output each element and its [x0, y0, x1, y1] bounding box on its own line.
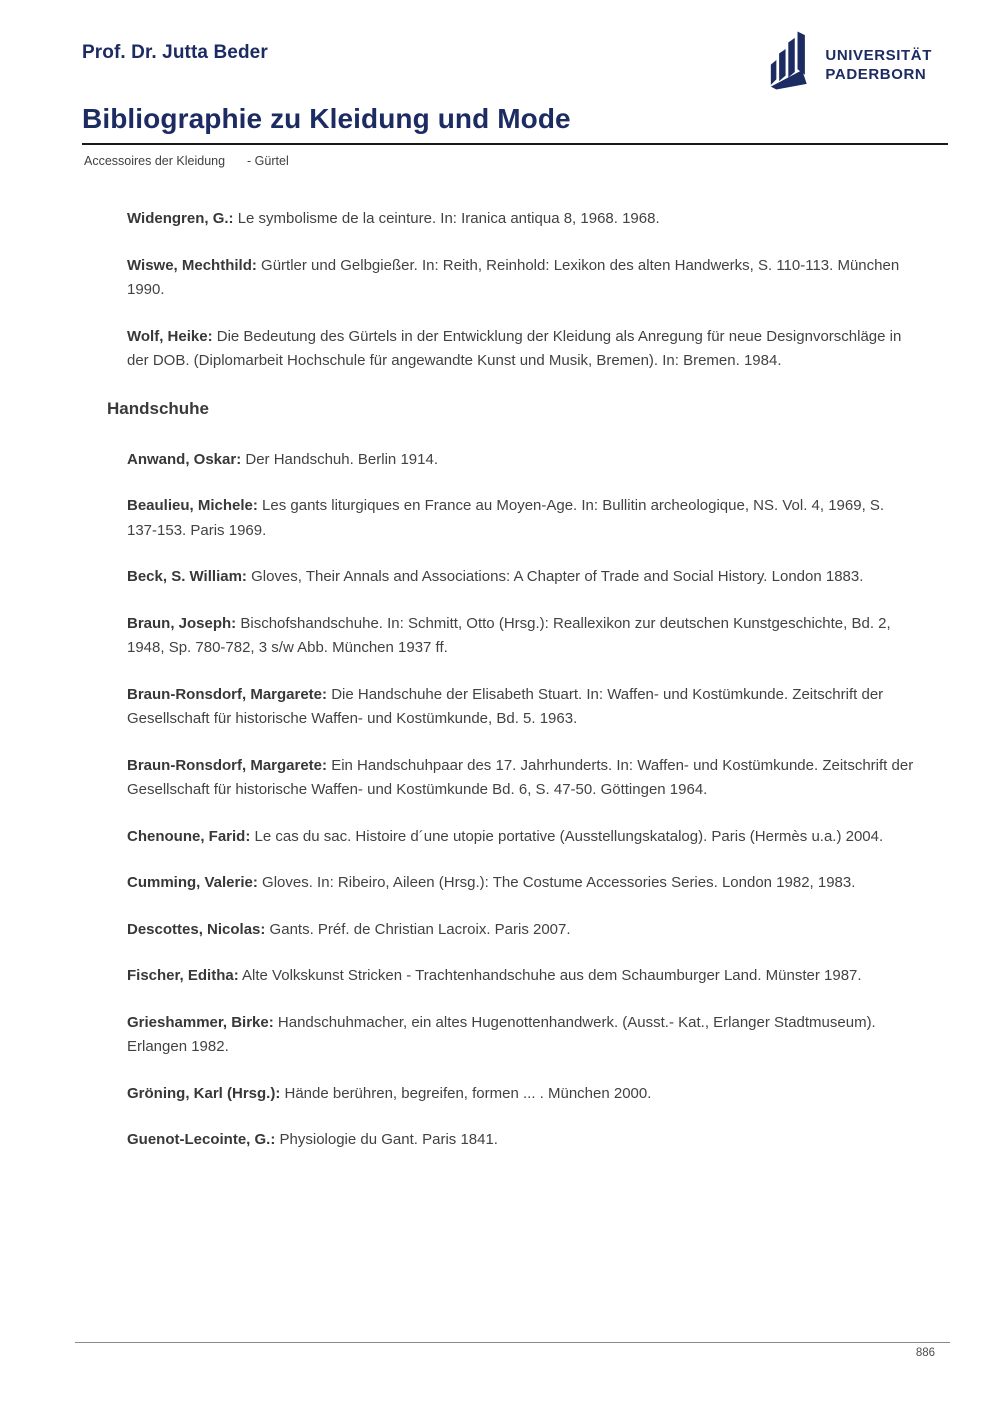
- entry-text: Gürtler und Gelbgießer. In: Reith, Reinhold: Lexikon des alten Handwerks, S. 110-113. München 1990.: [127, 256, 900, 298]
- bibliography-entry: [127, 494, 917, 543]
- entry-text: Le cas du sac. Histoire d´une utopie portative (Ausstellungskatalog). Paris (Hermès u.a.) 2004.: [250, 827, 884, 845]
- entry-text: Der Handschuh. Berlin 1914.: [241, 450, 438, 468]
- entry-author: Cumming, Valerie:: [127, 874, 258, 891]
- entry-author: Gröning, Karl (Hrsg.):: [127, 1084, 281, 1102]
- entry-author: Beck, S. William:: [127, 568, 247, 585]
- page-header: [0, 0, 1000, 90]
- bibliography-entry: [127, 254, 917, 303]
- bibliography-entry: [127, 448, 917, 473]
- bibliography-entry: [127, 754, 917, 803]
- entry-author: Braun-Ronsdorf, Margarete:: [127, 685, 328, 703]
- entry-author: Grieshammer, Birke:: [127, 1013, 274, 1031]
- wordmark-line1: UNIVERSITÄT: [825, 47, 932, 64]
- university-logo: [769, 30, 932, 90]
- entry-text: Handschuhmacher, ein altes Hugenottenhandwerk. (Ausst.- Kat., Erlanger Stadtmuseum). Erlangen 1982.: [127, 1013, 876, 1055]
- bibliography-entry: [127, 325, 917, 374]
- bibliography-entry: [127, 683, 917, 732]
- entry-text: Physiologie du Gant. Paris 1841.: [275, 1131, 498, 1148]
- paderborn-sails-logo-icon: [769, 30, 815, 90]
- entry-author: Wiswe, Mechthild:: [127, 256, 257, 274]
- author-name: Prof. Dr. Jutta Beder: [82, 42, 268, 63]
- entry-author: Braun-Ronsdorf, Margarete:: [127, 756, 328, 774]
- bibliography-entry: [127, 1011, 917, 1060]
- bibliography-entry: [127, 918, 917, 943]
- entry-text: Die Bedeutung des Gürtels in der Entwicklung der Kleidung als Anregung für neue Designvorschläge in der DOB. (Diplomarbeit Hochschule für angewandte Kunst und Musik, Bremen). In: Bremen. 1984.: [127, 327, 902, 369]
- entry-author: Fischer, Editha:: [127, 967, 239, 984]
- page-title: Bibliographie zu Kleidung und Mode: [82, 103, 571, 134]
- page-number: 886: [915, 1347, 935, 1359]
- bibliography-list: [107, 207, 917, 1153]
- entry-author: Braun, Joseph:: [127, 614, 237, 632]
- bibliography-entry: [127, 871, 917, 896]
- bibliography-entry: [127, 612, 917, 661]
- bibliography-entry: [127, 1128, 917, 1153]
- bibliography-entry: [127, 207, 917, 232]
- entry-text: Hände berühren, begreifen, formen ... . München 2000.: [280, 1084, 652, 1102]
- entry-author: Anwand, Oskar:: [127, 450, 242, 468]
- entry-text: Die Handschuhe der Elisabeth Stuart. In: Waffen- und Kostümkunde. Zeitschrift der Gesellschaft für historische Waffen- und Kostümkunde, Bd. 5. 1963.: [127, 685, 884, 727]
- entry-text: Bischofshandschuhe. In: Schmitt, Otto (Hrsg.): Reallexikon zur deutschen Kunstgeschichte, Bd. 2, 1948, Sp. 780-782, 3 s/w Abb. München 1937 ff.: [127, 614, 891, 656]
- entry-author: Beaulieu, Michele:: [127, 497, 258, 514]
- entry-text: Gloves. In: Ribeiro, Aileen (Hrsg.): The Costume Accessories Series. London 1982, 1983.: [257, 874, 856, 891]
- entry-text: Ein Handschuhpaar des 17. Jahrhunderts. In: Waffen- und Kostümkunde. Zeitschrift der Gesellschaft für historische Waffen- und Kostümkunde Bd. 6, S. 47-50. Göttingen 1964.: [127, 756, 914, 798]
- entry-author: Chenoune, Farid:: [127, 827, 251, 845]
- breadcrumb: [84, 154, 1000, 169]
- entry-text: Alte Volkskunst Stricken - Trachtenhandschuhe aus dem Schaumburger Land. Münster 1987.: [238, 967, 862, 984]
- bibliography-entry: [127, 964, 917, 989]
- breadcrumb-subcategory: - Gürtel: [247, 154, 289, 168]
- entry-text: Le symbolisme de la ceinture. In: Iranica antiqua 8, 1968. 1968.: [233, 210, 660, 227]
- wordmark-line2: PADERBORN: [825, 66, 927, 83]
- entry-author: Widengren, G.:: [127, 210, 234, 227]
- entry-text: Gloves, Their Annals and Associations: A Chapter of Trade and Social History. London 1883.: [246, 568, 864, 585]
- entry-text: Les gants liturgiques en France au Moyen-Age. In: Bullitin archeologique, NS. Vol. 4, 1969, S. 137-153. Paris 1969.: [127, 497, 885, 539]
- bibliography-entry: [127, 1082, 917, 1107]
- entry-author: Wolf, Heike:: [127, 327, 213, 345]
- entry-text: Gants. Préf. de Christian Lacroix. Paris 2007.: [265, 920, 571, 938]
- page-footer: [75, 1342, 950, 1359]
- breadcrumb-category: Accessoires der Kleidung: [84, 154, 226, 168]
- entry-author: Descottes, Nicolas:: [127, 920, 266, 938]
- bibliography-entry: [127, 565, 917, 590]
- section-heading: Handschuhe: [107, 398, 210, 418]
- entry-author: Guenot-Lecointe, G.:: [127, 1131, 276, 1148]
- title-divider: [82, 143, 948, 145]
- university-wordmark: [825, 46, 932, 84]
- bibliography-entry: [127, 825, 917, 850]
